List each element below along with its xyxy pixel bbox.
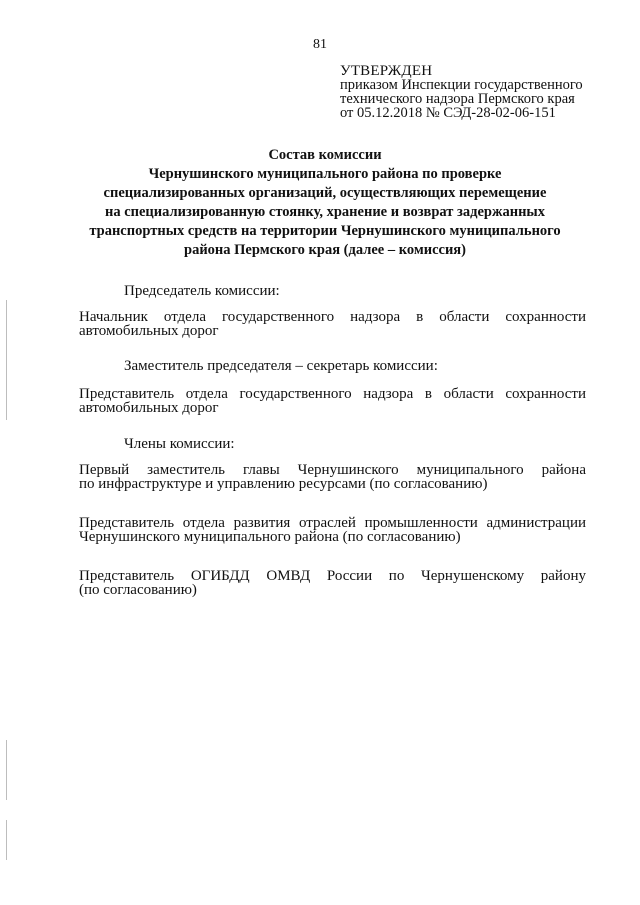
- title-line: Чернушинского муниципального района по проверке: [148, 166, 502, 182]
- member-2: [79, 516, 586, 544]
- scan-margin-mark: [6, 740, 7, 800]
- deputy-line: автомобильных дорог: [79, 400, 219, 416]
- member-1: [79, 463, 586, 491]
- member-line: Первый заместитель главы Чернушинского муниципального района: [79, 462, 586, 478]
- title-line: транспортных средств на территории Чернушинского муниципального: [89, 223, 561, 239]
- scan-margin-mark: [6, 820, 7, 860]
- member-line: Представитель отдела развития отраслей промышленности администрации: [79, 515, 586, 531]
- document-title: [60, 146, 590, 260]
- chair-label: Председатель комиссии:: [124, 283, 280, 299]
- title-line: на специализированную стоянку, хранение и возврат задержанных: [104, 204, 546, 220]
- title-heading: Состав комиссии: [268, 147, 382, 163]
- chair-description: [79, 310, 586, 338]
- approval-line: технического надзора Пермского края: [340, 91, 575, 107]
- deputy-label: Заместитель председателя – секретарь комиссии:: [124, 358, 438, 374]
- member-line: по инфраструктуре и управлению ресурсами (по согласованию): [79, 476, 488, 492]
- page-number: 81: [313, 37, 327, 52]
- member-line: Представитель ОГИБДД ОМВД России по Чернушенскому району: [79, 568, 586, 584]
- approval-line: приказом Инспекции государственного: [340, 77, 583, 93]
- chair-line: автомобильных дорог: [79, 323, 219, 339]
- members-label: Члены комиссии:: [124, 436, 235, 452]
- member-line: (по согласованию): [79, 582, 197, 598]
- deputy-description: [79, 387, 586, 415]
- chair-line: Начальник отдела государственного надзора в области сохранности: [79, 309, 586, 325]
- approval-word: УТВЕРЖДЕН: [340, 63, 433, 79]
- approval-block: [340, 64, 630, 120]
- member-3: [79, 569, 586, 597]
- title-line: района Пермского края (далее – комиссия): [184, 242, 466, 258]
- scan-margin-mark: [6, 300, 7, 420]
- approval-line: от 05.12.2018 № СЭД-28-02-06-151: [340, 105, 556, 121]
- deputy-line: Представитель отдела государственного надзора в области сохранности: [79, 386, 586, 402]
- title-line: специализированных организаций, осуществляющих перемещение: [103, 185, 547, 201]
- member-line: Чернушинского муниципального района (по согласованию): [79, 529, 461, 545]
